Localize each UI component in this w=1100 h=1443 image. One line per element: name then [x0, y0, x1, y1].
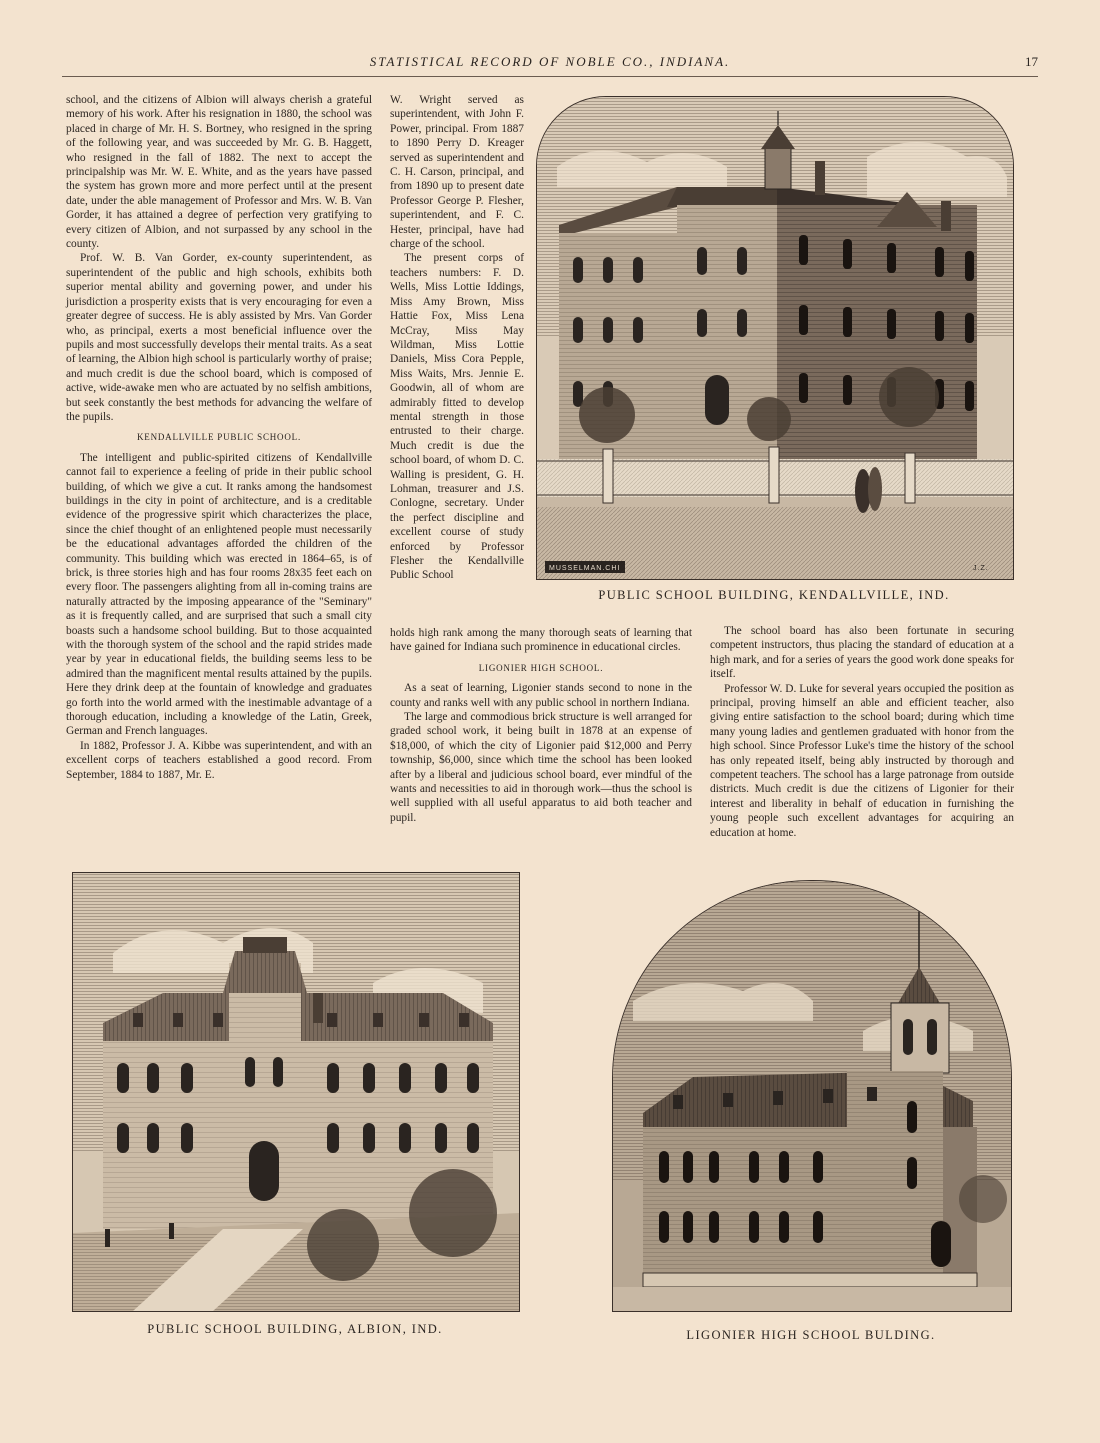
caption-kendallville: PUBLIC SCHOOL BUILDING, KENDALLVILLE, IND.	[598, 588, 950, 602]
text-column-middle	[390, 626, 692, 825]
paragraph: In 1882, Professor J. A. Kibbe was superintendent, and with an excellent corps of teachers established a good record. From September, 1884 to 1887, Mr. E.	[66, 739, 372, 781]
running-head-title: STATISTICAL RECORD OF NOBLE CO., INDIANA.	[369, 54, 731, 69]
paragraph: The large and commodious brick structure is well arranged for graded school work, it being built in 1878 at an expense of $18,000, of which the city of Ligonier paid $12,000 and Perry township, $6,000, since which time the school has been looked after by a liberal and judicious school board, ever mindful of the wants and necessities to aid in thorough work—thus the school is well supplied with all useful apparatus to aid both teacher and pupil.	[390, 711, 692, 824]
ligonier-school-engraving	[612, 880, 1012, 1312]
paragraph: W. Wright served as superintendent, with John F. Power, principal. From 1887 to 1890 Perry D. Kreager served as superintendent and C. H. Carson, principal, and from 1890 up to present date Professor George P. Flesher, superintendent, and F. C. Hester, principal, have had charge of the school.	[390, 94, 524, 251]
paragraph: As a seat of learning, Ligonier stands second to none in the county and ranks well with any public school in northern Indiana.	[390, 682, 692, 709]
page-number: 17	[1025, 54, 1038, 69]
paragraph: Prof. W. B. Van Gorder, ex-county superintendent, as superintendent of the public and high schools, exhibits both superior mental ability and governing power, and under his jurisdiction a prosperity exists that is very encouraging for even a greater degree of success. He is ably assisted by Mrs. Van Gorder who, as principal, exerts a most beneficial influence over the pupils and most successfully develops their mental traits. As a seat of learning, the Albion high school is particularly worthy of praise; and much credit is due the school board, which is composed of active, wide-awake men who are actuated by no selfish ambitions, but seek constantly the best methods for advancing the welfare of the pupils.	[66, 252, 372, 423]
paragraph: school, and the citizens of Albion will always cherish a grateful memory of his work. After his resignation in 1880, the school was placed in charge of Mr. H. S. Bortney, who resigned in the spring of the following year, and was succeeded by Mr. G. B. Haggett, who resigned in the fall of 1882. The next to accept the principalship was Mr. W. E. White, and as the years have passed the system has grown more and more perfect until at the present date, under the able management of Professor and Mrs. W. B. Van Gorder, it has attained a degree of perfection very gratifying to every citizen of Albion, and not surpassed by any school in the county.	[66, 94, 372, 251]
paragraph: holds high rank among the many thorough seats of learning that have gained for Indiana such prominence in educational circles.	[390, 627, 692, 654]
engraver-signature: MUSSELMAN.CHI	[549, 565, 621, 572]
caption-ligonier: LIGONIER HIGH SCHOOL BULDING.	[686, 1328, 936, 1342]
caption-albion: PUBLIC SCHOOL BUILDING, ALBION, IND.	[147, 1322, 443, 1336]
text-column-middle-narrow	[390, 93, 524, 583]
text-column-left	[66, 93, 372, 782]
kendallville-school-engraving	[536, 96, 1014, 580]
paragraph: The intelligent and public-spirited citizens of Kendallville cannot fail to experience a feeling of pride in their public school building, of which we give a cut. It ranks among the handsomest buildings in the city in point of architecture, and is a creditable evidence of the progressive spirit which characterizes the place, since the chief thought of an enlightened people must necessarily be the educational advantages afforded the children of the community. This building which was erected in 1864–65, is of brick, is three stories high and has four rooms 28x35 feet each on every floor. The passengers alighting from all in-coming trains are naturally attracted by the imposing appearance of the "Seminary" as it is frequently called, and are surprised that such a small city boasts such a handsome school building. But to those acquainted with the thorough system of the school and the rapid strides made year by year in educational fields, the building seems less to be admired than the magnificent mental results attained by the pupils. Here they drink deep at the fountain of knowledge and graduates go forth into the world armed with the inestimable advantage of a thorough education, including a knowledge of the Latin, Greek, German and French languages.	[66, 451, 372, 738]
text-column-right	[710, 624, 1014, 840]
albion-school-engraving	[72, 872, 520, 1312]
artist-initials: J.Z.	[973, 565, 989, 572]
section-heading-kendallville: KENDALLVILLE PUBLIC SCHOOL.	[136, 432, 301, 443]
paragraph: Professor W. D. Luke for several years occupied the position as principal, proving himself an able and efficient teacher, also giving entire satisfaction to the school board; during which time many young ladies and gentlemen graduated with honor from the high school. Since Professor Luke's time the history of the school has only repeated itself, being ably instructed by thorough and competent teachers. The school has a large patronage from outside districts. Much credit is due the citizens of Ligonier for their interest and liberality in behalf of education in furnishing the young people such excellent advantages for acquiring an education at home.	[710, 682, 1014, 839]
paragraph: The school board has also been fortunate in securing competent instructors, thus placing the standard of education at a high mark, and for a series of years the good work done speaks for itself.	[710, 625, 1014, 681]
paragraph: The present corps of teachers numbers: F. D. Wells, Miss Lottie Iddings, Miss Amy Brown, Miss Hattie Fox, Miss Lena McCray, Miss May Wildman, Miss Lottie Daniels, Miss Cora Pepple, Miss Waits, Mrs. Jennie E. Goodwin, all of whom are admirably fitted to develop mental strength in those entrusted to their charge. Much credit is due the school board, of whom D. C. Walling is president, G. H. Lohman, treasurer and J.S. Conlogne, secretary. Under the perfect discipline and excellent course of study enforced by Professor Flesher the Kendallville Public School	[390, 252, 524, 582]
running-head	[62, 52, 1038, 77]
section-heading-ligonier: LIGONIER HIGH SCHOOL.	[478, 662, 604, 673]
